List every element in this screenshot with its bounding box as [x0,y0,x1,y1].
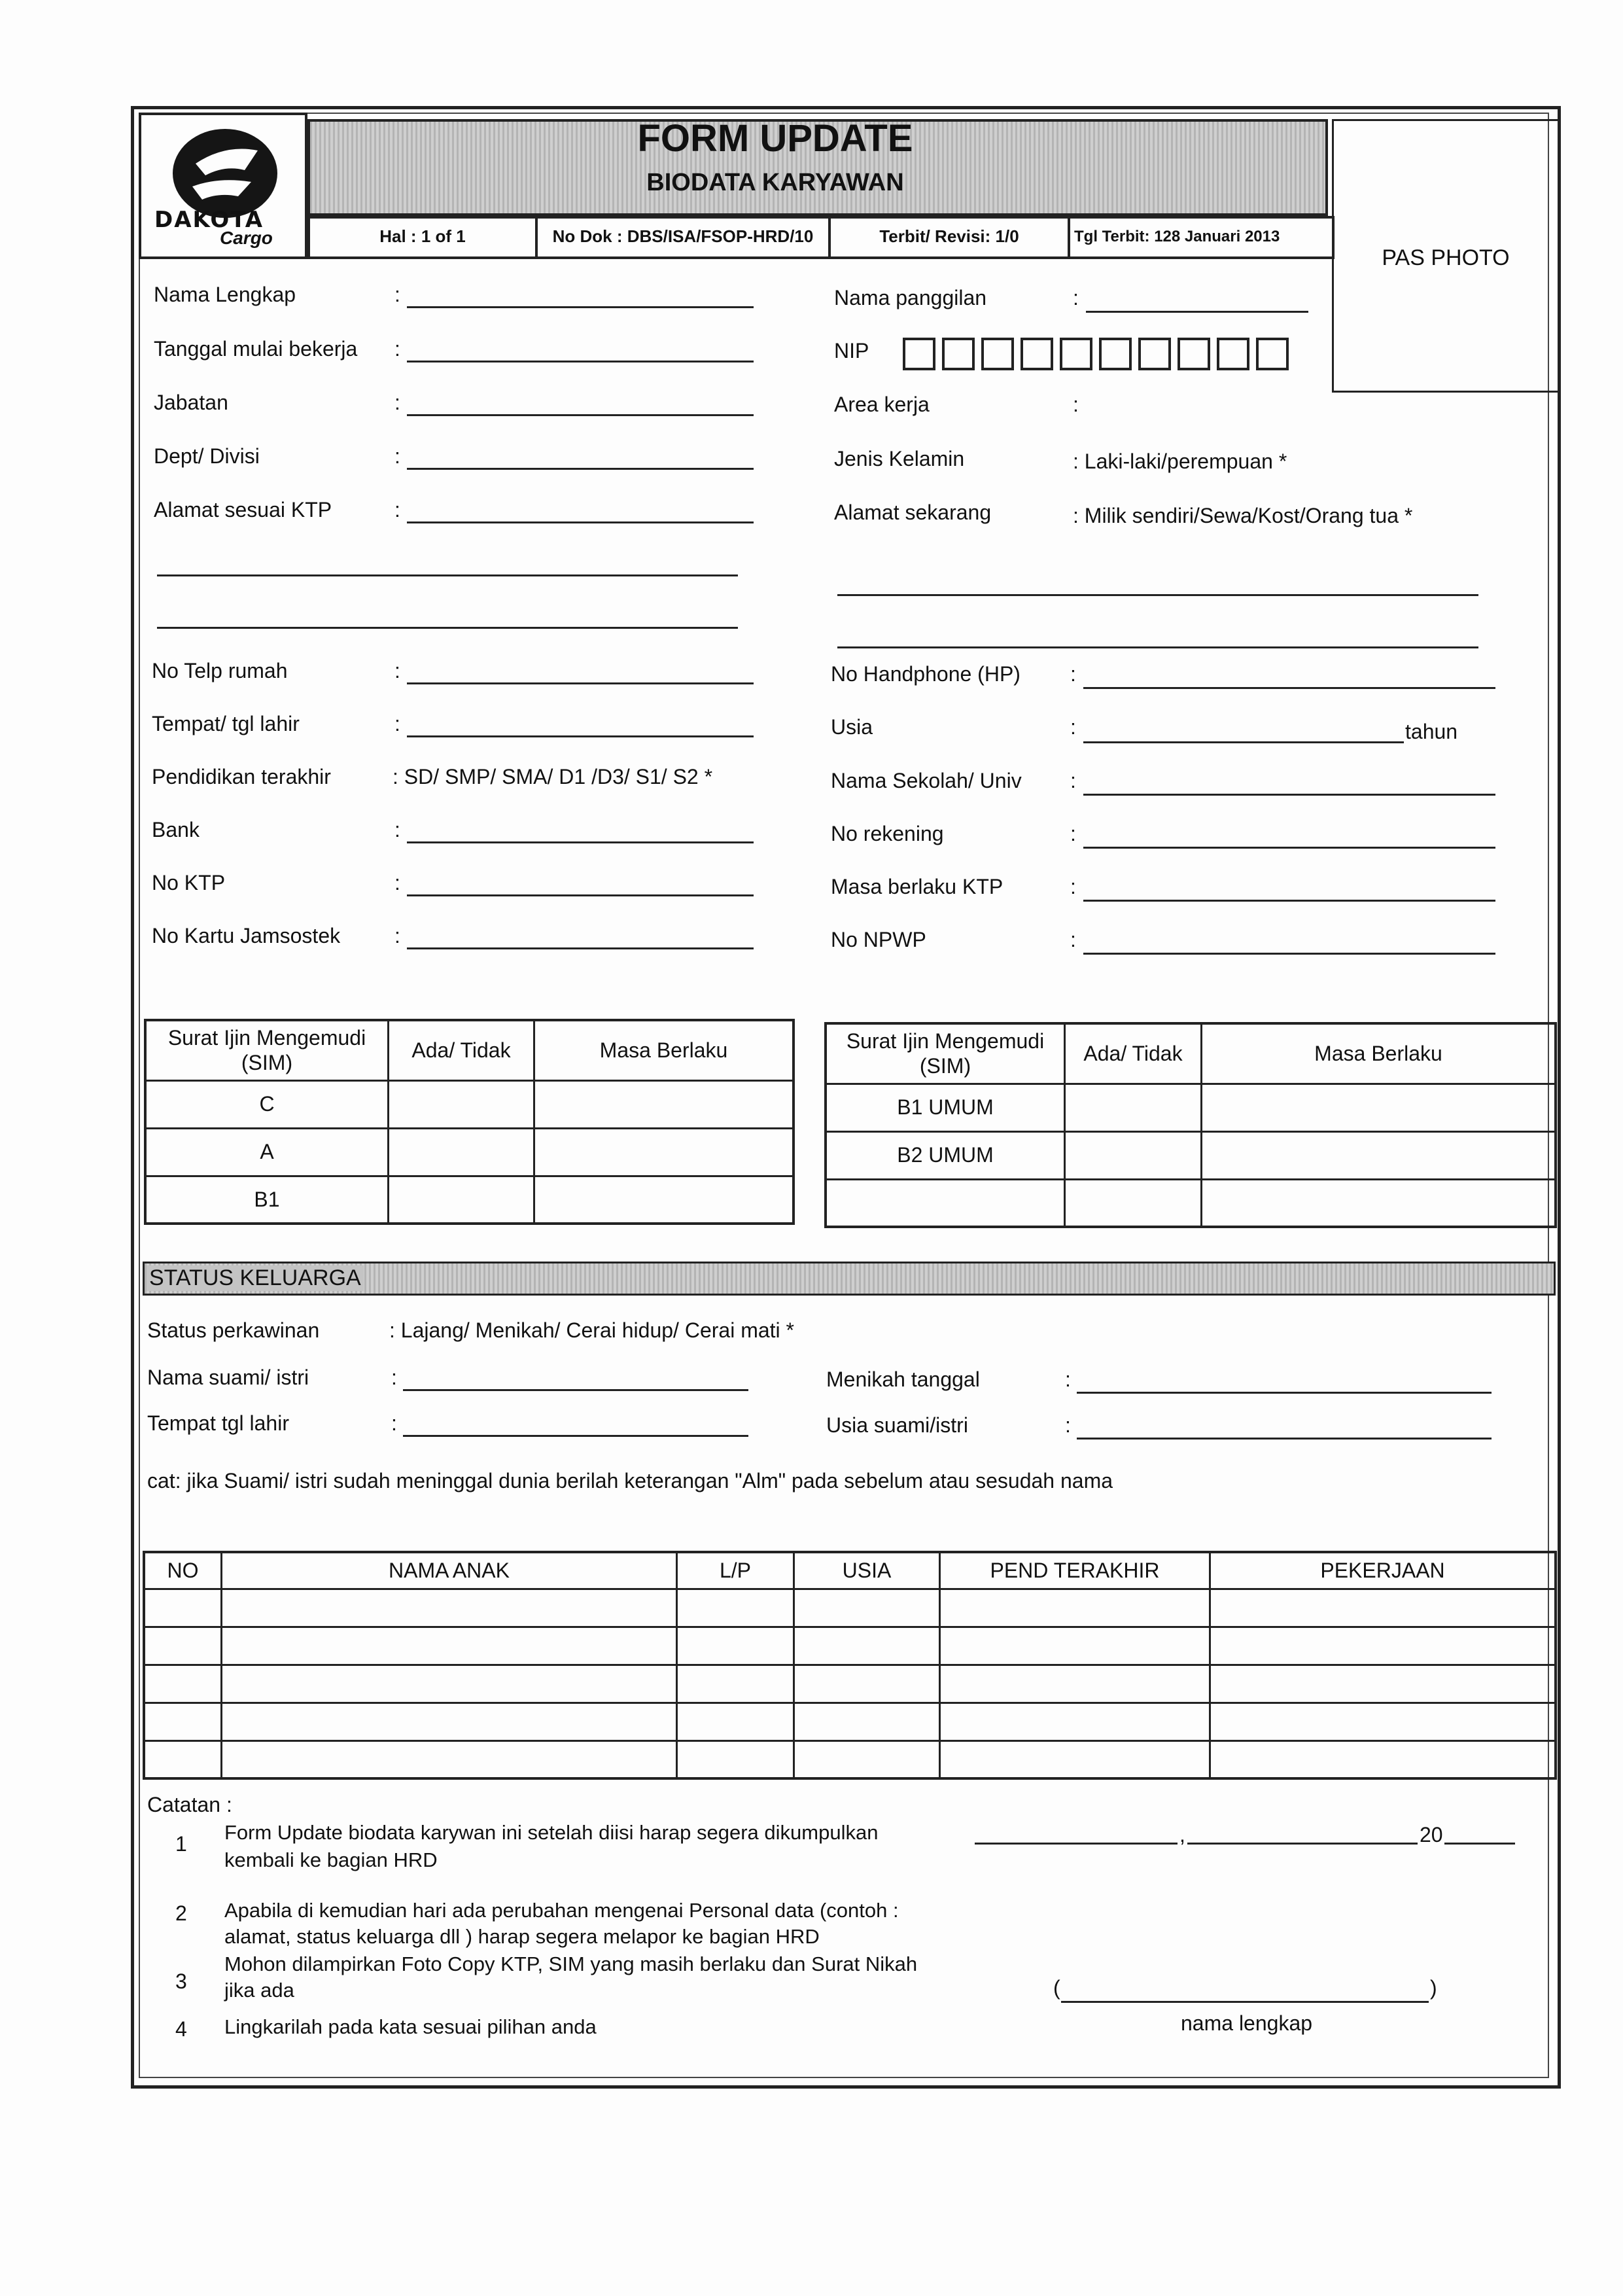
pas-photo-label: PAS PHOTO [1382,245,1510,270]
nip-box[interactable] [903,338,935,370]
table-cell[interactable] [144,1703,222,1740]
signature-year-input[interactable] [1444,1843,1515,1845]
catatan-no-1: 1 [175,1832,187,1856]
table-cell[interactable] [222,1589,677,1627]
table-cell[interactable] [677,1703,794,1740]
status-perkawinan-options[interactable]: : Lajang/ Menikah/ Cerai hidup/ Cerai mati * [389,1318,794,1342]
nip-box[interactable] [942,338,975,370]
nip-box[interactable] [981,338,1014,370]
table-cell[interactable] [222,1703,677,1740]
catatan-title: Catatan : [147,1793,232,1816]
table-cell[interactable] [940,1740,1210,1778]
table-cell[interactable] [222,1740,677,1778]
nama-anak-header: NAMA ANAK [222,1552,677,1589]
masa-berlaku-header: Masa Berlaku [534,1020,794,1080]
table-cell[interactable] [940,1703,1210,1740]
meta-tgl-terbit: Tgl Terbit: 128 Januari 2013 [1068,216,1335,259]
alamat-sekarang-line-2[interactable] [837,594,1478,596]
form-subtitle: BIODATA KARYAWAN [646,169,904,196]
usia-header: USIA [794,1552,940,1589]
usia-pasangan-label: Usia suami/istri [826,1413,968,1437]
no-header: NO [144,1552,222,1589]
alamat-sekarang-options[interactable]: : Milik sendiri/Sewa/Kost/Orang tua * [1073,504,1413,527]
usia-pasangan-input[interactable] [1077,1438,1492,1439]
tempat-lahir-pasangan-input[interactable] [403,1435,748,1437]
meta-hal: Hal : 1 of 1 [307,216,538,259]
menikah-tanggal-label: Menikah tanggal [826,1368,980,1391]
table-cell[interactable] [940,1627,1210,1665]
ada-tidak-cell[interactable] [1065,1131,1202,1179]
table-cell[interactable] [144,1627,222,1665]
masa-berlaku-cell[interactable] [1202,1131,1556,1179]
table-cell[interactable] [794,1589,940,1627]
catatan-no-4: 4 [175,2017,187,2041]
meta-terbit-revisi: Terbit/ Revisi: 1/0 [828,216,1070,259]
sekolah-input[interactable] [1083,794,1495,796]
table-cell[interactable] [144,1665,222,1703]
table-cell[interactable] [677,1740,794,1778]
nip-box[interactable] [1021,338,1053,370]
table-cell[interactable] [222,1665,677,1703]
logo-text: DAKOTA [154,207,264,233]
table-cell[interactable] [1210,1589,1556,1627]
ada-tidak-cell[interactable] [389,1176,534,1224]
table-row [144,1740,1556,1778]
catatan-text-1: Form Update biodata karywan ini setelah diisi harap segera dikumpulkan kembali ke bagian HRD [224,1821,879,1871]
ada-tidak-cell[interactable] [389,1080,534,1128]
ada-tidak-header: Ada/ Tidak [389,1020,534,1080]
signature-place-input[interactable] [975,1843,1178,1845]
table-cell[interactable] [794,1665,940,1703]
masa-berlaku-cell[interactable] [1202,1084,1556,1131]
tempat-lahir-pasangan-label: Tempat tgl lahir [147,1411,289,1435]
signature-year: 20 [1420,1823,1443,1846]
table-cell[interactable] [1210,1703,1556,1740]
table-row: B2 UMUM [826,1131,1556,1179]
ada-tidak-cell[interactable] [1065,1179,1202,1227]
nama-panggilan-input[interactable] [1086,311,1308,313]
table-cell[interactable] [1210,1627,1556,1665]
nip-box[interactable] [1217,338,1249,370]
catatan-text-2: Apabila di kemudian hari ada perubahan mengenai Personal data (contoh : alamat, status keluarga dll ) harap segera melapor ke bagian HRD [224,1899,899,1948]
no-ktp-input[interactable] [407,894,754,896]
pas-photo-box [1332,119,1560,393]
table-row: C [145,1080,794,1128]
alamat-ktp-line-3[interactable] [157,627,738,629]
nip-box[interactable] [1099,338,1132,370]
menikah-tanggal-input[interactable] [1077,1392,1492,1394]
nip-box[interactable] [1256,338,1289,370]
alamat-ktp-line-2[interactable] [157,574,738,576]
table-cell[interactable] [222,1627,677,1665]
pekerjaan-header: PEKERJAAN [1210,1552,1556,1589]
table-row: B1 [145,1176,794,1224]
alamat-ktp-input[interactable] [407,521,754,523]
usia-input[interactable] [1083,741,1404,743]
masa-berlaku-header: Masa Berlaku [1202,1023,1556,1084]
logo-box [139,113,307,259]
catatan-text-3: Mohon dilampirkan Foto Copy KTP, SIM yang masih berlaku dan Surat Nikah jika ada [224,1952,918,2002]
masa-berlaku-cell[interactable] [534,1080,794,1128]
nama-lengkap-input[interactable] [407,306,754,308]
masa-berlaku-cell[interactable] [534,1128,794,1176]
tempat-lahir-input[interactable] [407,735,754,737]
status-note: cat: jika Suami/ istri sudah meninggal dunia berilah keterangan "Alm" pada sebelum atau sesudah nama [147,1469,1113,1492]
ada-tidak-cell[interactable] [389,1128,534,1176]
catatan-no-2: 2 [175,1901,187,1925]
nip-label: NIP [834,339,869,362]
table-row: A [145,1128,794,1176]
telp-rumah-input[interactable] [407,682,754,684]
sim-header: Surat Ijin Mengemudi (SIM) [145,1020,389,1080]
table-row [144,1627,1556,1665]
form-title: FORM UPDATE [637,117,913,160]
tanggal-mulai-input[interactable] [407,361,754,362]
nip-boxes[interactable] [903,338,1295,370]
usia-suffix: tahun [1405,720,1458,743]
table-cell[interactable] [940,1589,1210,1627]
meta-no-dok: No Dok : DBS/ISA/FSOP-HRD/10 [535,216,831,259]
table-cell[interactable] [677,1627,794,1665]
logo-subtext: Cargo [220,228,273,248]
sim-table-left [144,1019,795,1225]
nip-box[interactable] [1060,338,1092,370]
nama-suami-label: Nama suami/ istri [147,1366,309,1389]
signature-date-input[interactable] [1187,1843,1418,1845]
dept-input[interactable] [407,468,754,470]
table-cell[interactable] [940,1665,1210,1703]
masa-berlaku-cell[interactable] [1202,1179,1556,1227]
signature-name-input[interactable] [1061,2001,1429,2003]
table-cell[interactable] [794,1627,940,1665]
signature-comma: , [1179,1823,1185,1846]
catatan-no-3: 3 [175,1969,187,1993]
handphone-input[interactable] [1083,687,1495,689]
anak-table [143,1551,1557,1780]
ada-tidak-header: Ada/ Tidak [1065,1023,1202,1084]
sim-table-right [824,1022,1557,1228]
status-keluarga-title: STATUS KELUARGA [147,1265,364,1291]
rekening-input[interactable] [1083,847,1495,849]
table-cell[interactable] [1210,1740,1556,1778]
table-row: B1 UMUM [826,1084,1556,1131]
table-cell[interactable] [144,1740,222,1778]
jamsostek-input[interactable] [407,947,754,949]
ada-tidak-cell[interactable] [1065,1084,1202,1131]
table-row [144,1665,1556,1703]
signature-close-paren: ) [1430,1976,1437,2000]
table-cell[interactable] [144,1589,222,1627]
table-row [144,1703,1556,1740]
jenis-kelamin-options[interactable]: : Laki-laki/perempuan * [1073,450,1287,473]
nip-box[interactable] [1178,338,1210,370]
jabatan-input[interactable] [407,414,754,416]
nip-box[interactable] [1138,338,1171,370]
alamat-sekarang-line-3[interactable] [837,646,1478,648]
signature-open-paren: ( [1053,1976,1060,2000]
table-row [144,1589,1556,1627]
table-cell[interactable] [794,1740,940,1778]
sim-header: Surat Ijin Mengemudi (SIM) [826,1023,1065,1084]
table-cell[interactable] [1210,1665,1556,1703]
pend-terakhir-header: PEND TERAKHIR [940,1552,1210,1589]
masa-ktp-input[interactable] [1083,900,1495,902]
npwp-input[interactable] [1083,953,1495,955]
table-cell[interactable] [677,1665,794,1703]
masa-berlaku-cell[interactable] [534,1176,794,1224]
pendidikan-options[interactable]: : SD/ SMP/ SMA/ D1 /D3/ S1/ S2 * [393,765,713,788]
table-row [826,1179,1556,1227]
status-perkawinan-label: Status perkawinan [147,1318,320,1342]
table-cell[interactable] [794,1703,940,1740]
nama-suami-input[interactable] [403,1389,748,1391]
catatan-text-4: Lingkarilah pada kata sesuai pilihan anda [224,2015,597,2038]
field-label: Nama Lengkap [154,283,296,306]
table-cell[interactable] [677,1589,794,1627]
bank-input[interactable] [407,841,754,843]
signature-name-label: nama lengkap [1181,2011,1313,2035]
lp-header: L/P [677,1552,794,1589]
